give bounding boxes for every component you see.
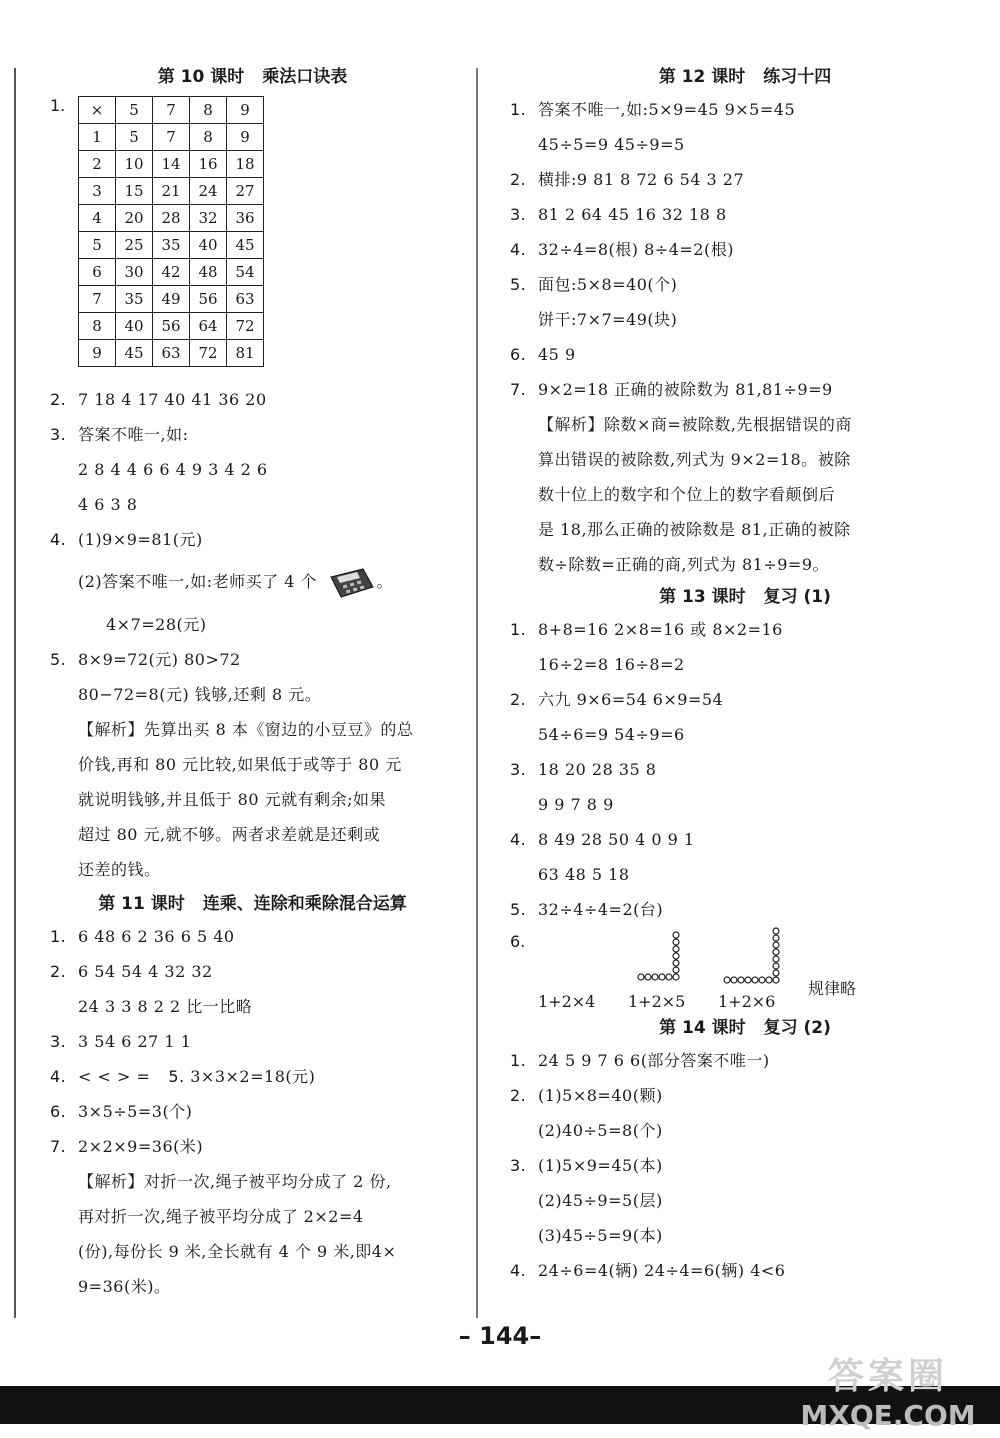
answer-text: < < > =: [78, 1067, 151, 1086]
explanation-line: 数÷除数=正确的商,列式为 81÷9=9。: [538, 555, 830, 574]
question-number: 1.: [510, 620, 527, 639]
table-cell: 49: [153, 286, 190, 313]
answer-text: 24 5 9 7 6 6(部分答案不唯一): [538, 1051, 770, 1070]
table-cell: 32: [190, 205, 227, 232]
lesson10-q3: [50, 417, 455, 452]
answer-line: 9 9 7 8 9: [538, 795, 614, 814]
table-cell: 8: [79, 313, 116, 340]
lesson13-title-topic: 复习 (1): [763, 587, 831, 607]
answer-text: 8×9=72(元) 80>72: [78, 650, 241, 669]
table-cell: 7: [153, 124, 190, 151]
table-row: [79, 97, 264, 124]
answer-text: 答案不唯一,如:: [78, 425, 189, 444]
table-cell: 24: [190, 178, 227, 205]
lesson13-q3: [510, 752, 980, 787]
question-number: 5.: [50, 650, 67, 669]
answer-text: (1)5×9=45(本): [538, 1156, 663, 1175]
table-row: [79, 340, 264, 367]
question-number: 6.: [50, 1102, 67, 1121]
lesson11-q3: [50, 1024, 455, 1059]
table-cell: 18: [227, 151, 264, 178]
answer-text: 横排:9 81 8 72 6 54 3 27: [538, 170, 745, 189]
lesson11-q7: [50, 1129, 455, 1164]
lesson12-q1: [510, 92, 980, 127]
answer-text: 9×2=18 正确的被除数为 81,81÷9=9: [538, 380, 833, 399]
pattern-label: 1+2×5: [628, 992, 686, 1011]
question-number: 4.: [510, 1261, 527, 1280]
table-cell: 64: [190, 313, 227, 340]
answer-text: (2)答案不唯一,如:老师买了 4 个: [78, 572, 317, 591]
lesson12-q3: [510, 197, 980, 232]
lesson13-q6: [510, 927, 980, 1013]
table-cell: 16: [190, 151, 227, 178]
table-cell: 8: [190, 124, 227, 151]
explanation-line: (份),每份长 9 米,全长就有 4 个 9 米,即4×: [78, 1242, 397, 1261]
lesson12-title: [510, 62, 980, 92]
table-cell: 15: [116, 178, 153, 205]
explanation-line: 算出错误的被除数,列式为 9×2=18。被除: [538, 450, 851, 469]
pattern-label: 1+2×6: [718, 992, 776, 1011]
answer-line: 4 6 3 8: [78, 495, 138, 514]
lesson14-q1: [510, 1043, 980, 1078]
table-cell: 63: [227, 286, 264, 313]
answer-text: 面包:5×8=40(个): [538, 275, 678, 294]
lesson10-q5: [50, 642, 455, 677]
left-margin-rule: [14, 68, 16, 1318]
question-number: 7.: [510, 380, 527, 399]
table-cell: 6: [79, 259, 116, 286]
answer-text: 6 48 6 2 36 6 5 40: [78, 927, 235, 946]
table-cell: 72: [227, 313, 264, 340]
question-number: 2.: [510, 690, 527, 709]
lesson12-title-topic: 练习十四: [763, 67, 832, 87]
answer-text: (1)9×9=81(元): [78, 530, 203, 549]
table-cell: 42: [153, 259, 190, 286]
lesson11-q4-q5: [50, 1059, 455, 1094]
question-number: 3.: [510, 205, 527, 224]
lesson10-q4: [50, 522, 455, 557]
dot-shape-icon: [628, 927, 718, 987]
question-number: 2.: [510, 1086, 527, 1105]
lesson14-title: [510, 1013, 980, 1043]
explanation-line: 数十位上的数字和个位上的数字看颠倒后: [538, 485, 836, 504]
question-number: 5.: [510, 275, 527, 294]
table-cell: 35: [116, 286, 153, 313]
table-cell: 54: [227, 259, 264, 286]
answer-text: 2×2×9=36(米): [78, 1137, 204, 1156]
lesson13-q5: [510, 892, 980, 927]
question-number: 2.: [50, 390, 67, 409]
question-number: 3.: [50, 425, 67, 444]
answer-line: 54÷6=9 54÷9=6: [538, 725, 685, 744]
answer-text: 81 2 64 45 16 32 18 8: [538, 205, 727, 224]
explanation-line: 【解析】先算出买 8 本《窗边的小豆豆》的总: [78, 720, 414, 739]
table-row: [79, 232, 264, 259]
table-row: [79, 205, 264, 232]
answer-line: 4×7=28(元): [106, 615, 207, 634]
dot-pattern-2: [628, 927, 718, 1013]
answer-text: 7 18 4 17 40 41 36 20: [78, 390, 267, 409]
table-cell: 9: [227, 124, 264, 151]
explanation-line: 【解析】除数×商=被除数,先根据错误的商: [538, 415, 852, 434]
explanation-line: 【解析】对折一次,绳子被平均分成了 2 份,: [78, 1172, 392, 1191]
right-column: [510, 62, 980, 1288]
lesson11-q6: [50, 1094, 455, 1129]
lesson14-q4: [510, 1253, 980, 1288]
answer-text: 答案不唯一,如:5×9=45 9×5=45: [538, 100, 796, 119]
lesson10-title: [50, 62, 455, 92]
lesson12-q4: [510, 232, 980, 267]
answer-line: 2 8 4 4 6 6 4 9 3 4 2 6: [78, 460, 268, 479]
answer-text: 8 49 28 50 4 0 9 1: [538, 830, 695, 849]
table-cell: 27: [227, 178, 264, 205]
table-row: [79, 259, 264, 286]
explanation-line: 是 18,那么正确的被除数是 81,正确的被除: [538, 520, 851, 539]
table-cell: 30: [116, 259, 153, 286]
lesson11-q2: [50, 954, 455, 989]
question-number: 1.: [510, 100, 527, 119]
table-row: [79, 313, 264, 340]
table-cell: 20: [116, 205, 153, 232]
question-number: 1.: [50, 927, 67, 946]
answer-text: 45 9: [538, 345, 576, 364]
dot-shape-icon: [718, 927, 808, 987]
table-cell: 40: [190, 232, 227, 259]
answer-line: (2)40÷5=8(个): [538, 1121, 663, 1140]
answer-line: 饼干:7×7=49(块): [538, 310, 678, 329]
table-row: [79, 286, 264, 313]
table-cell: 25: [116, 232, 153, 259]
table-cell: 5: [116, 124, 153, 151]
lesson10-q2: [50, 382, 455, 417]
left-column: [50, 62, 455, 1304]
answer-text: 3 54 6 27 1 1: [78, 1032, 192, 1051]
answer-line: 16÷2=8 16÷8=2: [538, 655, 685, 674]
question-number: 3.: [510, 760, 527, 779]
lesson11-title: [50, 889, 455, 919]
answer-text: 。: [376, 572, 394, 591]
table-cell: 45: [116, 340, 153, 367]
dot-pattern-1: [538, 927, 628, 1013]
dot-pattern-row: [538, 927, 878, 1013]
answer-line: 80−72=8(元) 钱够,还剩 8 元。: [78, 685, 322, 704]
table-cell: 7: [79, 286, 116, 313]
table-cell: ×: [79, 97, 116, 124]
table-cell: 40: [116, 313, 153, 340]
table-cell: 81: [227, 340, 264, 367]
watermark-url: MXQE.COM: [800, 1399, 976, 1432]
table-cell: 4: [79, 205, 116, 232]
explanation-line: 再对折一次,绳子被平均分成了 2×2=4: [78, 1207, 364, 1226]
lesson11-q1: [50, 919, 455, 954]
table-cell: 21: [153, 178, 190, 205]
table-cell: 48: [190, 259, 227, 286]
lesson14-q3: [510, 1148, 980, 1183]
table-cell: 3: [79, 178, 116, 205]
table-cell: 7: [153, 97, 190, 124]
lesson10-q1: [50, 92, 455, 382]
question-number: 5.: [510, 900, 527, 919]
answer-line: 24 3 3 8 2 2 比一比略: [78, 997, 253, 1016]
question-number: 3.: [510, 1156, 527, 1175]
lesson13-q4: [510, 822, 980, 857]
answer-text: (1)5×8=40(颗): [538, 1086, 663, 1105]
lesson10-title-number: 第 10 课时: [157, 67, 245, 87]
question-number: 1.: [510, 1051, 527, 1070]
explanation-line: 还差的钱。: [78, 860, 161, 879]
table-cell: 2: [79, 151, 116, 178]
lesson13-title: [510, 582, 980, 612]
question-number: 2.: [50, 962, 67, 981]
table-cell: 36: [227, 205, 264, 232]
table-row: [79, 178, 264, 205]
answer-text: 32÷4÷4=2(台): [538, 900, 664, 919]
lesson12-q5: [510, 267, 980, 302]
explanation-line: 就说明钱够,并且低于 80 元就有剩余;如果: [78, 790, 387, 809]
pattern-label: 1+2×4: [538, 992, 596, 1011]
pattern-note: 规律略: [808, 979, 857, 998]
table-cell: 35: [153, 232, 190, 259]
answer-text: 3×5÷5=3(个): [78, 1102, 193, 1121]
question-number: 2.: [510, 170, 527, 189]
answer-text: 24÷6=4(辆) 24÷4=6(辆) 4<6: [538, 1261, 786, 1280]
question-number: 6.: [510, 345, 527, 364]
table-cell: 28: [153, 205, 190, 232]
lesson12-title-number: 第 12 课时: [658, 67, 746, 87]
lesson12-q6: [510, 337, 980, 372]
table-cell: 10: [116, 151, 153, 178]
lesson10-title-topic: 乘法口诀表: [262, 67, 348, 87]
table-cell: 5: [116, 97, 153, 124]
lesson14-title-topic: 复习 (2): [763, 1018, 831, 1038]
answer-line: [50, 557, 455, 607]
table-cell: 8: [190, 97, 227, 124]
pattern-note-wrap: [808, 927, 878, 1013]
table-row: [79, 151, 264, 178]
question-number: 5.: [168, 1067, 185, 1086]
table-cell: 56: [153, 313, 190, 340]
lesson11-title-topic: 连乘、连除和乘除混合运算: [202, 894, 407, 914]
lesson13-q1: [510, 612, 980, 647]
table-cell: 63: [153, 340, 190, 367]
answer-line: 45÷5=9 45÷9=5: [538, 135, 685, 154]
question-number: 4.: [50, 530, 67, 549]
question-number: 6.: [510, 932, 526, 951]
lesson12-q2: [510, 162, 980, 197]
table-cell: 72: [190, 340, 227, 367]
answer-line: (3)45÷5=9(本): [538, 1226, 663, 1245]
answer-text: 18 20 28 35 8: [538, 760, 657, 779]
page-number: – 144–: [458, 1322, 542, 1350]
answer-line: 63 48 5 18: [538, 865, 630, 884]
dot-pattern-3: [718, 927, 808, 1013]
question-number: 4.: [510, 240, 527, 259]
table-cell: 14: [153, 151, 190, 178]
table-row: [79, 124, 264, 151]
table-cell: 1: [79, 124, 116, 151]
lesson14-q2: [510, 1078, 980, 1113]
watermark-logo: [788, 1348, 988, 1430]
calculator-icon: [327, 567, 377, 599]
question-number: 1.: [50, 96, 66, 115]
explanation-line: 9=36(米)。: [78, 1277, 171, 1296]
answer-text: 6 54 54 4 32 32: [78, 962, 213, 981]
question-number: 3.: [50, 1032, 67, 1051]
answer-line: (2)45÷9=5(层): [538, 1191, 663, 1210]
explanation-line: 超过 80 元,就不够。两者求差就是还剩或: [78, 825, 381, 844]
lesson14-title-number: 第 14 课时: [659, 1018, 746, 1038]
table-cell: 5: [79, 232, 116, 259]
watermark-text: 答案圈: [827, 1356, 948, 1397]
answer-text: 8+8=16 2×8=16 或 8×2=16: [538, 620, 783, 639]
table-cell: 9: [227, 97, 264, 124]
question-number: 4.: [510, 830, 527, 849]
answer-text: 3×3×2=18(元): [190, 1067, 316, 1086]
answer-text: 32÷4=8(根) 8÷4=2(根): [538, 240, 734, 259]
answer-text: 六九 9×6=54 6×9=54: [538, 690, 724, 709]
table-cell: 45: [227, 232, 264, 259]
lesson12-q7: [510, 372, 980, 407]
lesson13-title-number: 第 13 课时: [659, 587, 746, 607]
question-number: 4.: [50, 1067, 67, 1086]
question-number: 7.: [50, 1137, 67, 1156]
lesson11-title-number: 第 11 课时: [98, 894, 185, 914]
table-cell: 9: [79, 340, 116, 367]
lesson13-q2: [510, 682, 980, 717]
table-cell: 56: [190, 286, 227, 313]
explanation-line: 价钱,再和 80 元比较,如果低于或等于 80 元: [78, 755, 402, 774]
column-divider: [476, 68, 478, 1318]
multiplication-table: [78, 96, 264, 367]
